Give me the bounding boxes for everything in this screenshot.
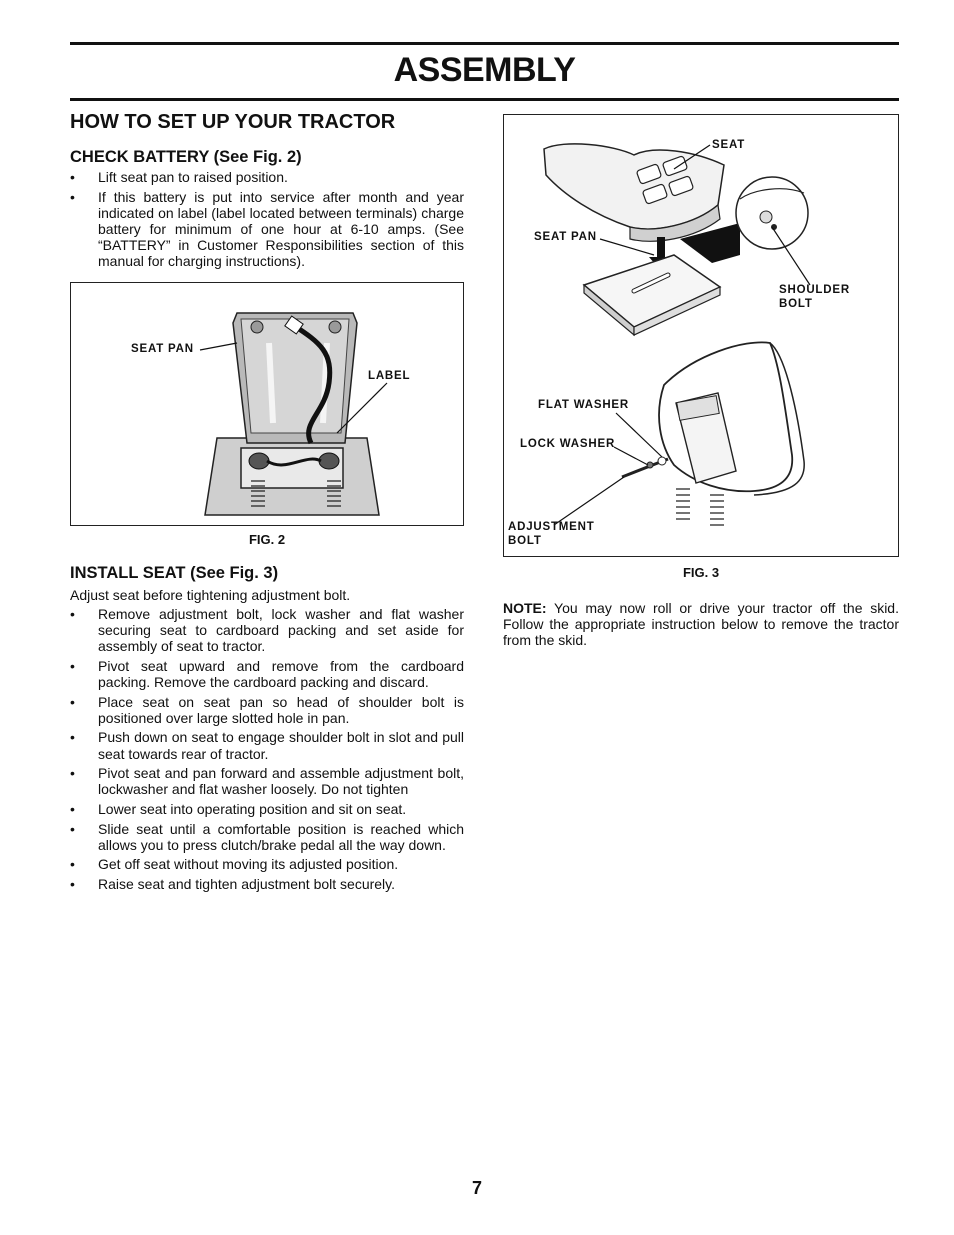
bullet: • — [70, 169, 75, 185]
bullet: • — [70, 820, 75, 837]
list-item: • Push down on seat to engage shoulder bolt in slot and pull seat towards rear of tractor. — [70, 729, 464, 762]
note-paragraph — [503, 600, 899, 649]
seat-installation-illustration — [504, 115, 898, 556]
list-item: • If this battery is put into service after month and year indicated on label (label located between terminals) charge battery for minimum of one hour at 6-10 amps. (See “BATTERY” in Customer Responsibilities section of this manual for charging instructions). — [70, 188, 464, 270]
page-number: 7 — [471, 1178, 482, 1198]
list-item: • Lower seat into operating position and sit on seat. — [70, 801, 407, 817]
adjustment-bolt-callout: ADJUSTMENT BOLT — [508, 521, 595, 547]
bullet: • — [70, 801, 75, 817]
list-item: • Remove adjustment bolt, lock washer and flat washer securing seat to cardboard packing and set aside for assembly of seat to tractor. — [70, 605, 464, 655]
note-text: You may now roll or drive your tractor off the skid. Follow the appropriate instruction below to remove the tractor from the skid. — [503, 600, 899, 649]
header-bottom-rule — [70, 98, 899, 101]
list-item: • Raise seat and tighten adjustment bolt securely. — [70, 875, 396, 892]
list-item: • Pivot seat and pan forward and assemble adjustment bolt, lockwasher and flat washer loosely. Do not tighten — [70, 765, 464, 798]
left-column — [70, 110, 464, 896]
page-title: ASSEMBLY — [393, 51, 576, 89]
bullet: • — [70, 188, 75, 205]
list-item: • Pivot seat upward and remove from the cardboard packing. Remove the cardboard packing and discard. — [70, 657, 464, 691]
list-item: • Lift seat pan to raised position. — [70, 169, 288, 185]
install-seat-intro: Adjust seat before tightening adjustment bolt. — [70, 586, 351, 603]
bullet: • — [70, 875, 75, 892]
bullet: • — [70, 605, 75, 622]
figure-3-caption: FIG. 3 — [682, 565, 720, 580]
section-title: HOW TO SET UP YOUR TRACTOR — [70, 111, 396, 133]
label-callout: LABEL — [368, 369, 411, 382]
list-item: • Get off seat without moving its adjusted position. — [70, 856, 399, 873]
install-seat-heading: INSTALL SEAT (See Fig. 3) — [70, 563, 279, 582]
seat-pan-callout: SEAT PAN — [131, 342, 194, 355]
list-item: • Place seat on seat pan so head of shoulder bolt is positioned over large slotted hole in pan. — [70, 693, 464, 726]
figure-2 — [70, 282, 464, 526]
check-battery-list — [70, 169, 464, 270]
note-label: NOTE: — [503, 600, 547, 616]
check-battery-heading: CHECK BATTERY (See Fig. 2) — [70, 148, 302, 166]
list-item: • Slide seat until a comfortable position is reached which allows you to press clutch/brake pedal all the way down. — [70, 820, 464, 853]
figure-3 — [503, 114, 899, 557]
flat-washer-callout: FLAT WASHER — [538, 399, 629, 411]
shoulder-bolt-callout: SHOULDER BOLT — [779, 284, 850, 310]
lock-washer-callout: LOCK WASHER — [520, 438, 616, 450]
bullet: • — [70, 856, 75, 873]
install-seat-list — [70, 606, 464, 892]
right-column — [503, 110, 899, 649]
bullet: • — [70, 657, 75, 674]
bullet: • — [70, 693, 75, 710]
seat-callout: SEAT — [712, 139, 746, 151]
figure-2-caption: FIG. 2 — [248, 531, 286, 547]
battery-seat-pan-illustration — [71, 283, 463, 525]
bullet: • — [70, 729, 75, 746]
seat-pan-callout: SEAT PAN — [534, 231, 597, 243]
header-top-rule — [70, 42, 899, 45]
bullet: • — [70, 765, 75, 782]
